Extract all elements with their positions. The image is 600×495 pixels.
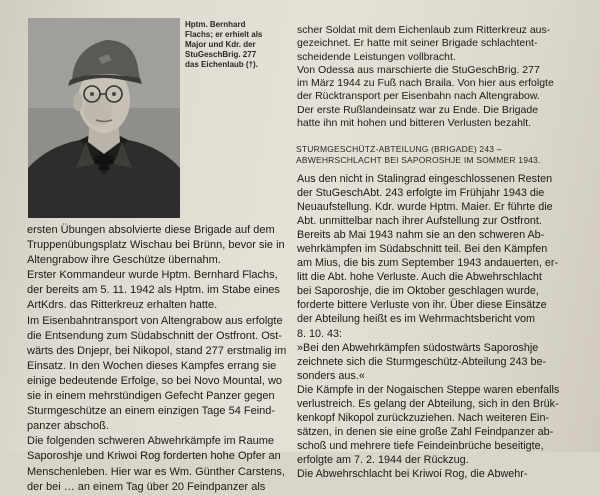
- text-line: am Mius, die bis zum September 1943 andauerten, er-: [297, 257, 559, 270]
- portrait-photo: [28, 18, 180, 218]
- text-line: Die Kämpfe in der Nogaischen Steppe waren ebenfalls: [297, 383, 560, 396]
- text-line: panzer abschoß.: [27, 420, 109, 433]
- text-line: Abt. unmittelbar nach ihrer Aufstellung zur Ostfront.: [297, 215, 542, 228]
- text-line: Die folgenden schweren Abwehrkämpfe im Raume: [27, 435, 275, 448]
- text-line: Truppenübungsplatz Wischau bei Brünn, bevor sie in: [27, 239, 285, 252]
- text-line: Einsatz. In den Wochen dieses Kampfes errang sie: [27, 359, 277, 372]
- heading-line: ABWEHRSCHLACHT BEI SAPOROSHJE IM SOMMER 1943.: [296, 155, 541, 165]
- text-line: scher Soldat mit dem Eichenlaub zum Ritterkreuz aus-: [297, 24, 551, 36]
- right-column-main-text: [297, 172, 587, 481]
- text-line: 8. 10. 43:: [297, 327, 343, 340]
- text-line: »Bei den Abwehrkämpfen südostwärts Saporoshje: [297, 341, 539, 354]
- section-heading: [296, 144, 586, 166]
- text-line: Sturmgeschütze an einem einzigen Tage 54 Feind-: [27, 405, 276, 418]
- text-line: die Entsendung zum Südabschnitt der Ostfront. Ost-: [27, 329, 282, 342]
- text-line: scheidende Leistungen vollbracht.: [297, 50, 456, 63]
- text-line: kenkopf Nikopol zurückzuziehen. Nach weiteren Ein-: [297, 411, 550, 424]
- text-line: Von Odessa aus marschierte die StuGeschBrig. 277: [297, 63, 540, 76]
- caption-line: Flachs; er erhielt als: [185, 30, 263, 39]
- text-line: verlustreich. Es gelang der Abteilung, sich in den Brük-: [297, 397, 559, 410]
- text-line: Der erste Rußlandeinsatz war zu Ende. Die Brigade: [297, 103, 539, 116]
- text-line: der Abteilung heißt es im Wehrmachtsbericht vom: [297, 313, 536, 326]
- text-line: Aus den nicht in Stalingrad eingeschlossenen Resten: [297, 173, 553, 185]
- text-line: wehrkämpfen im Südabschnitt teil. Bei den Kämpfen: [297, 243, 548, 256]
- text-line: ersten Übungen absolvierte diese Brigade auf dem: [27, 224, 275, 236]
- text-line: hatte ihn mit hohen und bitteren Verlusten bezahlt.: [297, 117, 532, 130]
- text-line: erfolgte am 7. 2. 1944 der Rückzug.: [297, 453, 469, 466]
- text-line: Saporoshje und Kriwoi Rog forderten hohe Opfer an: [27, 450, 281, 463]
- text-line: der Rücktransport per Eisenbahn nach Altengrabow.: [297, 90, 540, 103]
- text-line: forderte bittere Verluste von ihr. Über diese Einsätze: [297, 299, 547, 312]
- text-line: im März 1944 zu Fuß nach Braila. Von hier aus erfolgte: [297, 77, 554, 90]
- text-line: schoß und mehrere tiefe Feindeinbrüche beseitigte,: [297, 439, 544, 452]
- heading-line: STURMGESCHÜTZ-ABTEILUNG (BRIGADE) 243 –: [296, 144, 502, 154]
- text-line: sonders aus.«: [297, 369, 365, 382]
- text-line: litt die Abt. hohe Verluste. Auch die Abwehrschlacht: [297, 271, 542, 284]
- text-line: sätzen, in denen sie eine große Zahl Feindpanzer ab-: [297, 425, 554, 438]
- photo-caption: [185, 20, 273, 70]
- text-line: Menschenleben. Hier war es Wm. Günther Carstens,: [27, 465, 285, 478]
- caption-line: Hptm. Bernhard: [185, 20, 246, 29]
- text-line: Im Eisenbahntransport von Altengrabow aus erfolgte: [27, 314, 283, 327]
- text-line: zeichnete sich die Sturmgeschütz-Abteilung 243 be-: [297, 355, 547, 368]
- text-line: Altengrabow ihre Geschütze übernahm.: [27, 254, 221, 267]
- text-line: gezeichnet. Er hatte mit seiner Brigade schlachtent-: [297, 37, 538, 50]
- caption-line: das Eichenlaub (†).: [185, 60, 258, 69]
- caption-line: Major und Kdr. der: [185, 40, 256, 49]
- text-line: Neuaufstellung. Kdr. wurde Hptm. Maier. Er führte die: [297, 201, 553, 214]
- caption-line: StuGeschBrig. 277: [185, 50, 257, 59]
- text-line: einige bedeutende Erfolge, so bei Novo Mountal, wo: [27, 374, 283, 387]
- text-line: sie in einem mehrstündigen Gefecht Panzer gegen: [27, 390, 275, 403]
- text-line: ArtKdrs. das Ritterkreuz erhalten hatte.: [27, 299, 218, 312]
- text-line: Bereits ab Mai 1943 nahm sie an den schweren Ab-: [297, 229, 545, 242]
- text-line: der bei … an einem Tag über 20 Feindpanzer als: [27, 480, 266, 493]
- text-line: Die Abwehrschlacht bei Kriwoi Rog, die Abwehr-: [297, 467, 528, 480]
- text-line: bei Saporoshje, die im Oktober geschlagen wurde,: [297, 285, 539, 298]
- text-line: der StuGeschAbt. 243 erfolgte im Frühjahr 1943 die: [297, 187, 545, 200]
- right-column-top-text: [297, 24, 587, 130]
- soldier-portrait-icon: [28, 18, 180, 218]
- text-line: Erster Kommandeur wurde Hptm. Bernhard Flachs,: [27, 269, 278, 282]
- text-line: wärts des Dnjepr, bei Nikopol, stand 277 erstmalig im: [27, 344, 287, 357]
- left-column-text: [27, 223, 289, 495]
- text-line: der bereits am 5. 11. 1942 als Hptm. im Stabe eines: [27, 284, 280, 297]
